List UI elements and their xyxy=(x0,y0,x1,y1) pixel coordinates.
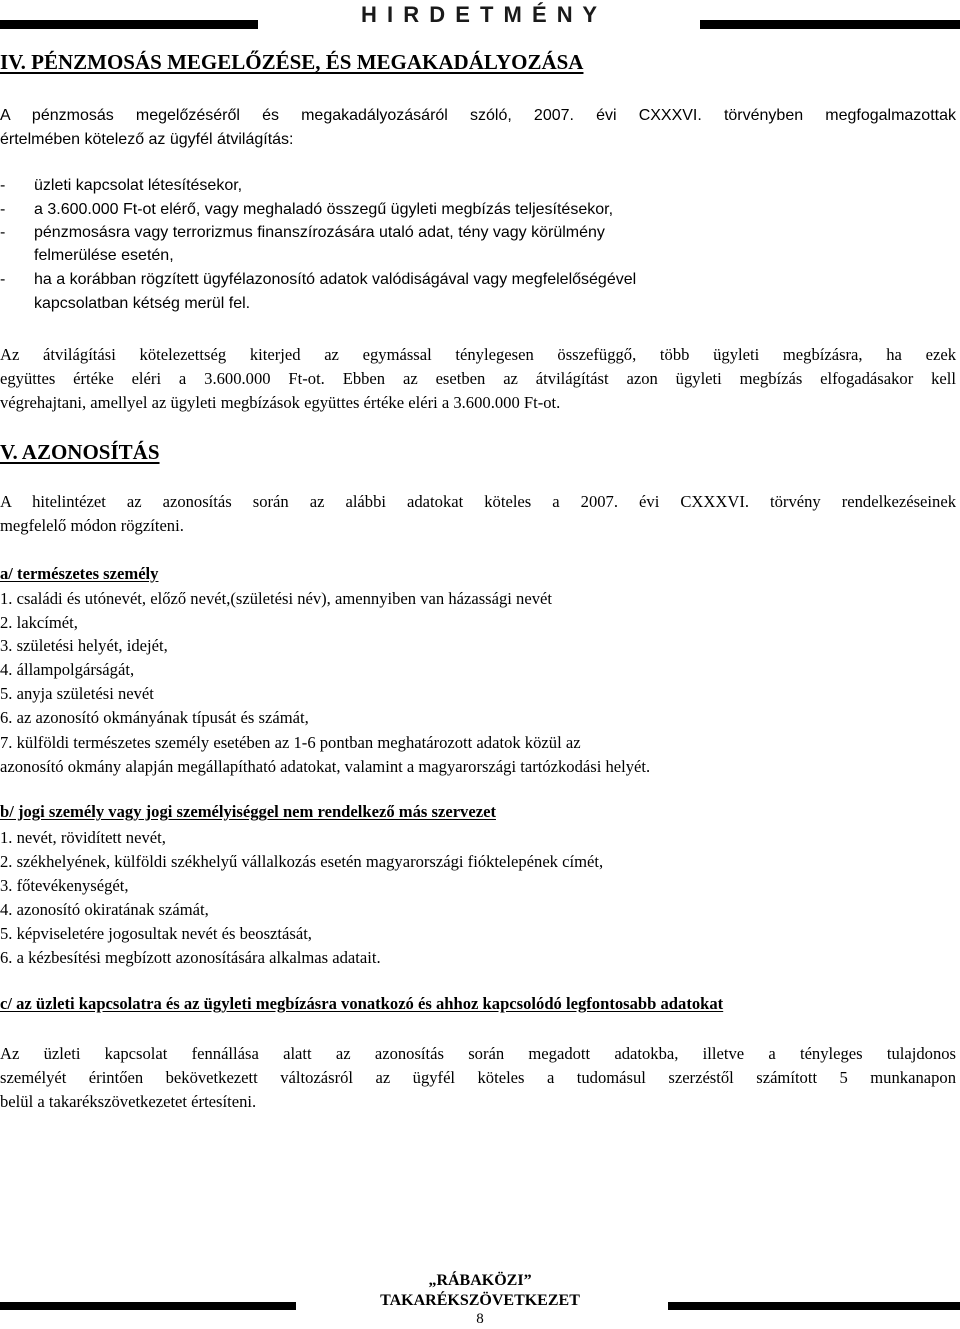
section-5-intro-line-2: megfelelő módon rögzíteni. xyxy=(0,516,184,535)
section-4-paragraph-line-1: Az átvilágítási kötelezettség kiterjed az egymással ténylegesen összefüggő, több ügyleti megbízásra, ha ezek xyxy=(0,345,956,364)
footer-bank-name-line-2: TAKARÉKSZÖVETKEZET xyxy=(380,1292,580,1309)
list-item: 7. külföldi természetes személy esetében az 1-6 pontban meghatározott adatok közül az xyxy=(0,733,581,752)
section-5-intro-line-1: A hitelintézet az azonosítás során az alábbi adatokat köteles a 2007. évi CXXXVI. törvény rendelkezéseinek xyxy=(0,492,956,511)
list-item: 3. főtevékenységét, xyxy=(0,876,129,895)
list-item: 1. családi és utónevét, előző nevét,(születési név), amennyiben van házassági nevét xyxy=(0,589,552,608)
header-title: H I R D E T M É N Y xyxy=(360,2,600,27)
list-item: 4. azonosító okiratának számát, xyxy=(0,900,209,919)
section-5-c-paragraph-line-3: belül a takarékszövetkezetet értesíteni. xyxy=(0,1092,257,1111)
section-4-intro-line-2: értelmében kötelező az ügyfél átvilágítás: xyxy=(0,131,294,148)
page-number: 8 xyxy=(476,1311,484,1327)
section-4-title: IV. PÉNZMOSÁS MEGELŐZÉSE, ÉS MEGAKADÁLYOZÁSA xyxy=(0,50,584,74)
subsection-c-title: c/ az üzleti kapcsolatra és az ügyleti megbízásra vonatkozó és ahhoz kapcsolódó legfontosabb adatokat xyxy=(0,994,724,1013)
footer-rule-right xyxy=(668,1302,960,1310)
header-rule-left xyxy=(0,20,258,29)
list-item: 4. állampolgárságát, xyxy=(0,660,135,679)
footer-rule-left xyxy=(0,1302,296,1310)
section-4-paragraph-line-2: együttes értéke eléri a 3.600.000 Ft-ot. Ebben az esetben az átvilágítást azon ügyleti megbízás elfogadásakor kell xyxy=(0,369,956,388)
list-item: 2. székhelyének, külföldi székhelyű vállalkozás esetén magyarországi fióktelepének címét, xyxy=(0,852,604,871)
list-item: 6. a kézbesítési megbízott azonosítására alkalmas adatait. xyxy=(0,948,381,967)
list-item: 1. nevét, rövidített nevét, xyxy=(0,828,166,847)
header-rule-right xyxy=(700,20,960,29)
subsection-b-title: b/ jogi személy vagy jogi személyiséggel nem rendelkező más szervezet xyxy=(0,802,496,821)
section-5-title: V. AZONOSÍTÁS xyxy=(0,440,160,464)
list-item: 3. születési helyét, idejét, xyxy=(0,636,168,655)
section-5-c-paragraph-line-2: személyét érintően bekövetkezett változásról az ügyfél köteles a tudomásul szerzéstől számított 5 munkanapon xyxy=(0,1068,956,1087)
document-page: H I R D E T M É N Y IV. PÉNZMOSÁS MEGELŐZÉSE, ÉS MEGAKADÁLYOZÁSA A pénzmosás megelőzéséről és megakadályozásáról szóló, 2007. évi CXXXVI. törvényben megfogalmazottak értelmében kötelező az ügyfél átvilágítás: - üzleti kapcsolat létesítésekor, - a 3.600.000 Ft-ot elérő, vagy meghaladó összegű ügyleti megbízás teljesítésekor, - pénzmosásra vagy terrorizmus finanszírozására utaló adat, tény vagy körülmény felmerülése esetén, - ha a korábban rögzített ügyfélazonosító adatok valódiságával vagy megfelelőségével kapcsolatban kétség merül fel. Az átvilágítási kötelezettség kiterjed az egymással ténylegesen összefüggő, több ügyleti megbízásra, ha ezek együttes értéke eléri a 3.600.000 Ft-ot. Ebben az esetben az átvilágítást azon ügyleti megbízás elfogadásakor kell végrehajtani, amellyel az ügyleti megbízások együttes értéke eléri a 3.600.000 Ft-ot. V. AZONOSÍTÁS A hitelintézet az azonosítás során az alábbi adatokat köteles a 2007. évi CXXXVI. törvény rendelkezéseinek megfelelő módon rögzíteni. a/ természetes személy 1. családi és utónevét, előző nevét,(születési név), amennyiben van házassági nevét 2. lakcímét, 3. születési helyét, idejét, 4. állampolgárságát, 5. anyja születési nevét 6. az azonosító okmányának típusát és számát, 7. külföldi természetes személy esetében az 1-6 pontban meghatározott adatok közül az azonosító okmány alapján megállapítható adatokat, valamint a magyarországi tartózkodási helyét. b/ jogi személy vagy jogi személyiséggel nem rendelkező más szervezet 1. nevét, rövidített nevét, 2. székhelyének, külföldi székhelyű vállalkozás esetén magyarországi fióktelepének címét, 3. főtevékenységét, 4. azonosító okiratának számát, 5. képviseletére jogosultak nevét és beosztását, 6. a kézbesítési megbízott azonosítására alkalmas adatait. c/ az üzleti kapcsolatra és az ügyleti megbízásra vonatkozó és ahhoz kapcsolódó legfontosabb adatokat Az üzleti kapcsolat fennállása alatt az azonosítás során megadott adatokba, illetve a tényleges tulajdonos személyét érintően bekövetkezett változásról az ügyfél köteles a tudomásul szerzéstől számított 5 munkanapon belül a takarékszövetkezetet értesíteni. „RÁBAKÖZI” TAKARÉKSZÖVETKEZET 8 xyxy=(0,0,960,1329)
section-5-c-paragraph-line-1: Az üzleti kapcsolat fennállása alatt az azonosítás során megadott adatokba, illetve a tényleges tulajdonos xyxy=(0,1044,956,1063)
list-item: 2. lakcímét, xyxy=(0,613,78,632)
subsection-a-title: a/ természetes személy xyxy=(0,564,159,583)
section-4-paragraph-line-3: végrehajtani, amellyel az ügyleti megbízások együttes értéke eléri a 3.600.000 Ft-ot. xyxy=(0,393,561,412)
list-item: azonosító okmány alapján megállapítható adatokat, valamint a magyarországi tartózkodási helyét. xyxy=(0,757,651,776)
list-item: 5. képviseletére jogosultak nevét és beosztását, xyxy=(0,924,312,943)
section-4-intro-line-1: A pénzmosás megelőzéséről és megakadályozásáról szóló, 2007. évi CXXXVI. törvényben megfogalmazottak xyxy=(0,107,956,124)
list-item: 6. az azonosító okmányának típusát és számát, xyxy=(0,708,309,727)
list-item: 5. anyja születési nevét xyxy=(0,684,154,703)
footer-bank-name-line-1: „RÁBAKÖZI” xyxy=(428,1272,532,1289)
